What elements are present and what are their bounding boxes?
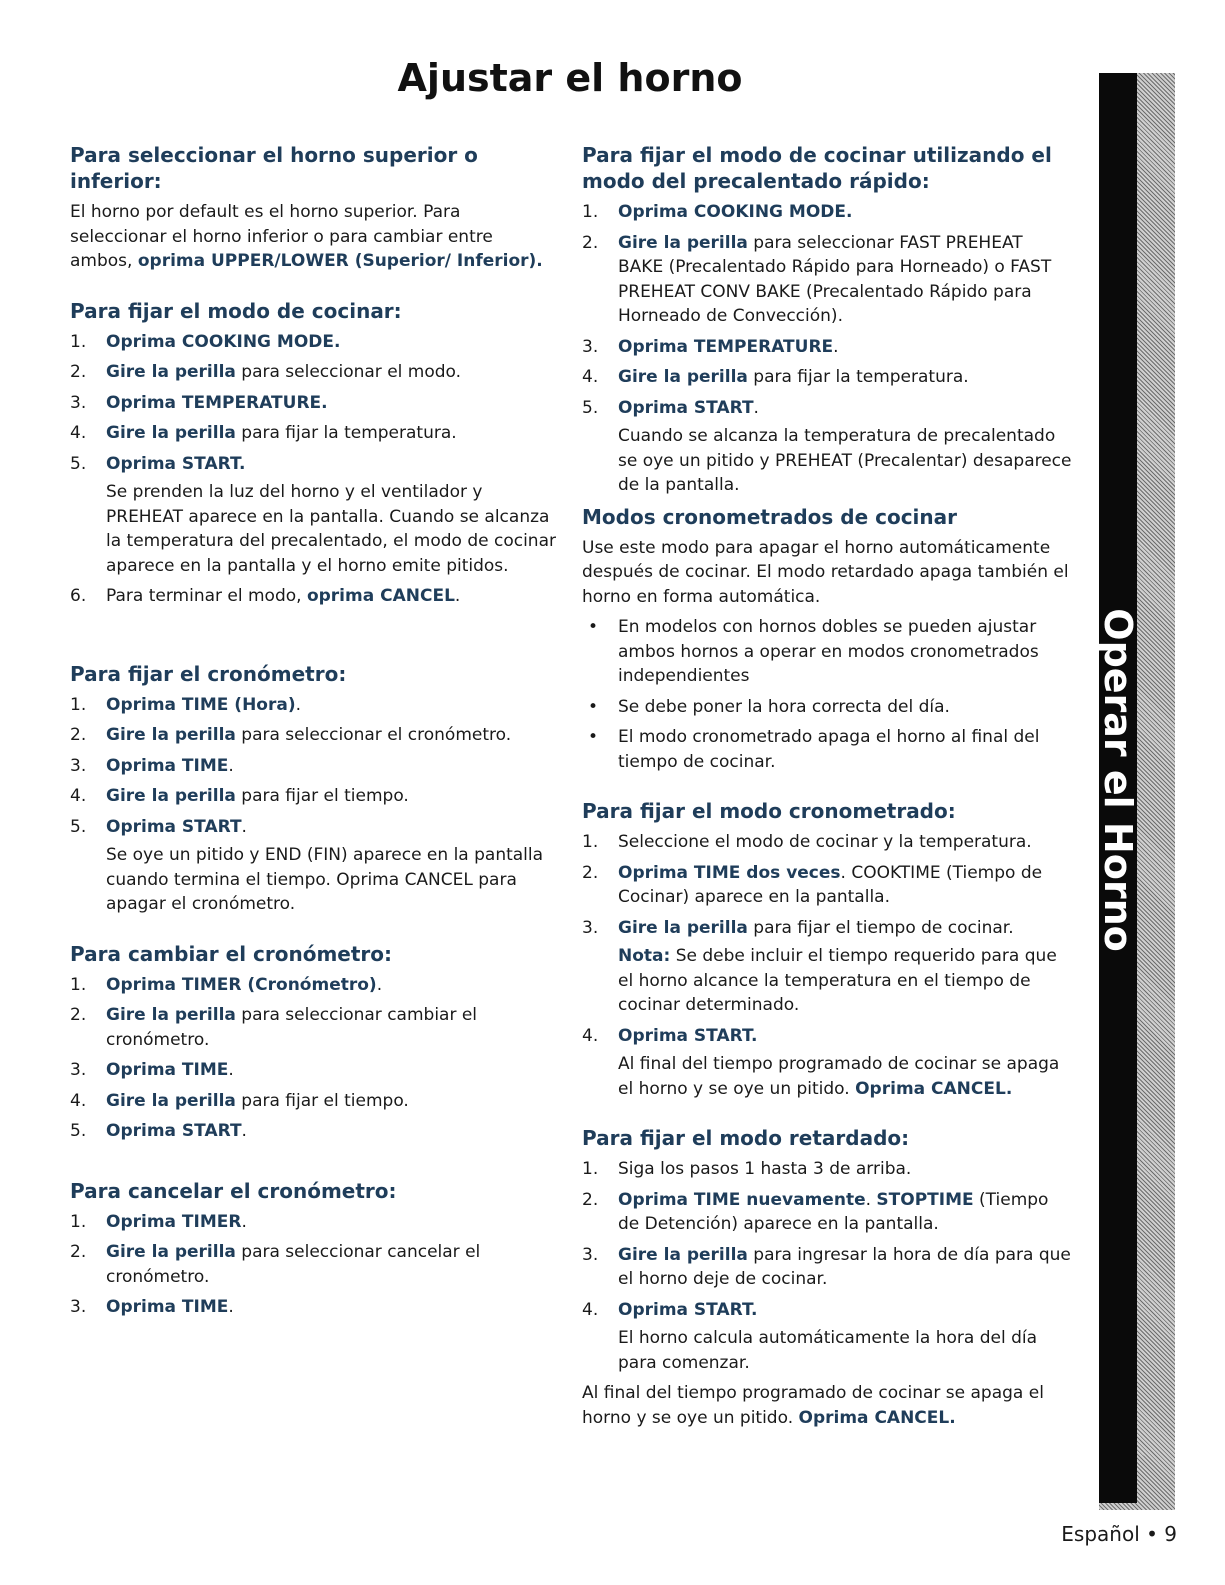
bullet-item: • Se debe poner la hora correcta del día. [582,695,1072,720]
list-item: 2. Gire la perilla para seleccionar cancelar el cronómetro. [70,1242,481,1287]
list-item: 2. Gire la perilla para seleccionar cambiar el cronómetro. [70,1005,478,1050]
step-list [70,973,560,1144]
section-fast-preheat [582,142,1072,498]
section-change-timer [70,941,560,1144]
list-item: 1. Oprima TIMER (Cronómetro). [70,974,383,995]
list-item: 6. Para terminar el modo, oprima CANCEL. [70,586,461,606]
section-heading: Modos cronometrados de cocinar [582,504,957,529]
list-item: 4. Gire la perilla para fijar la temperatura. [70,423,457,443]
step-list [582,200,1072,498]
list-item: 4. Oprima START. El horno calcula automáticamente la hora del día para comenzar. [582,1299,1038,1373]
side-tab-label: Operar el Horno [1096,608,1140,952]
list-item: 3. Oprima TIME. [70,1297,234,1317]
step-list [70,693,560,917]
list-item: 2. Oprima TIME dos veces. COOKTIME (Tiempo de Cocinar) aparece en la pantalla. [582,862,1043,907]
paragraph: Al final del tiempo programado de cocinar se apaga el horno y se oye un pitido. Oprima CANCEL. [582,1383,1044,1428]
paragraph: Use este modo para apagar el horno automáticamente después de cocinar. El modo retardado apaga también el horno en forma automática. [582,537,1069,607]
page-footer: Español • 9 [1061,1522,1177,1546]
list-item: 3. Oprima TEMPERATURE. [70,392,328,413]
list-item: 2. Oprima TIME nuevamente. STOPTIME (Tiempo de Detención) aparece en la pantalla. [582,1189,1049,1234]
right-column [582,142,1072,1454]
section-heading: Para cancelar el cronómetro: [70,1178,397,1203]
section-heading: Para cambiar el cronómetro: [70,941,393,966]
step-list [582,1157,1072,1375]
list-item: 3. Gire la perilla para ingresar la hora de día para que el horno deje de cocinar. [582,1244,1071,1289]
list-item: 1. Siga los pasos 1 hasta 3 de arriba. [582,1159,912,1179]
section-heading: Para fijar el modo de cocinar: [70,298,402,323]
section-heading: Para fijar el modo cronometrado: [582,799,956,823]
section-set-cook-mode [70,298,560,609]
list-item: 1. Oprima TIME (Hora). [70,694,302,715]
step-list [582,830,1072,1101]
list-item: 1. Oprima TIMER. [70,1211,247,1232]
bullet-list [582,615,1072,774]
list-item: 4. Gire la perilla para fijar la temperatura. [582,367,969,387]
section-heading: Para fijar el modo retardado: [582,1126,910,1150]
section-set-delay-mode [582,1125,1072,1430]
list-item: 1. Oprima COOKING MODE. [582,202,853,222]
list-item: 4. Gire la perilla para fijar el tiempo. [70,786,409,806]
list-item: 2. Gire la perilla para seleccionar FAST PREHEAT BAKE (Precalentado Rápido para Horneado) o FAST PREHEAT CONV BAKE (Precalentado Rápido para Horneado de Convección). [582,232,1052,326]
section-cancel-timer [70,1178,560,1320]
list-item: 3. Oprima TEMPERATURE. [582,336,839,357]
list-item: 4. Gire la perilla para fijar el tiempo. [70,1090,409,1111]
section-select-oven [70,142,560,274]
list-item: 3. Gire la perilla para fijar el tiempo de cocinar. Nota: Se debe incluir el tiempo requerido para que el horno alcance la temperatura en el tiempo de cocinar determinado. [582,917,1057,1015]
step-list [70,330,560,609]
list-item: 5. Oprima START. Se oye un pitido y END (FIN) aparece en la pantalla cuando termina el tiempo. Oprima CANCEL para apagar el cronómetro. [70,816,544,914]
list-item: 2. Gire la perilla para seleccionar el cronómetro. [70,725,512,745]
section-set-timed-mode [582,798,1072,1101]
list-item: 3. Oprima TIME. [70,755,234,776]
left-column [70,142,560,1344]
list-item: 4. Oprima START. Al final del tiempo programado de cocinar se apaga el horno y se oye un pitido. Oprima CANCEL. [582,1025,1060,1099]
step-list [70,1210,560,1320]
section-set-timer [70,661,560,917]
section-heading: Para fijar el modo de cocinar utilizando el modo del precalentado rápido: [582,143,1052,193]
list-item: 5. Oprima START. [70,1121,247,1141]
list-item: 3. Oprima TIME. [70,1060,234,1080]
section-heading: Para seleccionar el horno superior o inferior: [70,143,478,193]
list-item: 2. Gire la perilla para seleccionar el modo. [70,362,462,382]
list-item: 5. Oprima START. Se prenden la luz del horno y el ventilador y PREHEAT aparece en la pantalla. Cuando se alcanza la temperatura del precalentado, el modo de cocinar aparece en la pantalla y el horno emite pitidos. [70,453,556,576]
paragraph: El horno por default es el horno superior. Para seleccionar el horno inferior o para cambiar entre ambos, oprima UPPER/LOWER (Superior/ Inferior). [70,202,543,271]
section-timed-modes [582,504,1072,775]
bullet-item: • En modelos con hornos dobles se pueden ajustar ambos hornos a operar en modos cronometrados independientes [582,615,1072,689]
list-item: 1. Oprima COOKING MODE. [70,331,341,352]
bullet-item: • El modo cronometrado apaga el horno al final del tiempo de cocinar. [582,725,1072,774]
list-item: 5. Oprima START. Cuando se alcanza la temperatura de precalentado se oye un pitido y PREHEAT (Precalentar) desaparece de la pantalla. [582,397,1072,495]
list-item: 1. Seleccione el modo de cocinar y la temperatura. [582,832,1032,852]
page-title: Ajustar el horno [397,56,743,100]
section-heading: Para fijar el cronómetro: [70,661,347,686]
